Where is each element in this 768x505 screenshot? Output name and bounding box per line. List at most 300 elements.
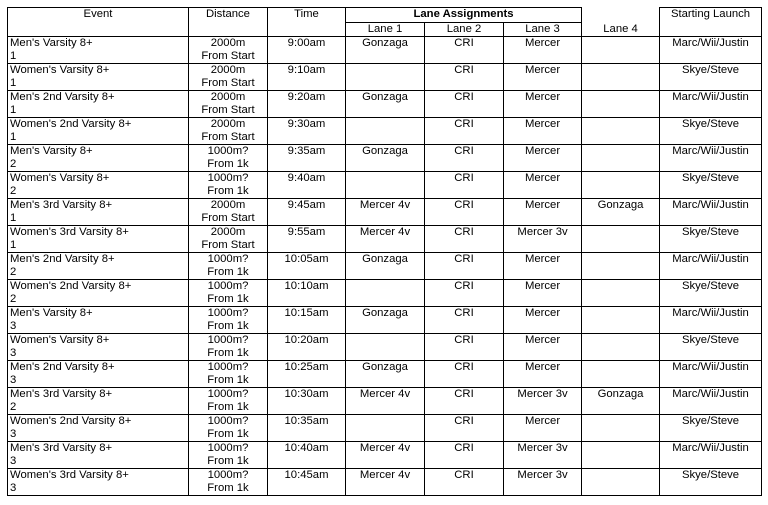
lane2-cell: [425, 118, 504, 145]
launch-cell-line: Marc/Wii/Justin: [672, 361, 749, 373]
header-event: Event: [8, 8, 189, 37]
event-cell-line: 2: [10, 185, 17, 197]
table-row: [8, 307, 762, 334]
event-cell-line: 2: [10, 158, 17, 170]
lane4-cell: [582, 91, 660, 118]
event-cell-line: 3: [10, 482, 17, 494]
lane3-cell: [504, 145, 582, 172]
lane2-cell: [425, 280, 504, 307]
lane3-cell-line: Mercer: [524, 199, 561, 211]
event-cell: [8, 145, 189, 172]
lane3-cell-line: Mercer: [524, 415, 561, 427]
event-cell-line: 1: [10, 131, 17, 143]
lane3-cell: [504, 415, 582, 442]
distance-cell-line: 2000m: [210, 199, 246, 211]
lane2-cell-line: CRI: [454, 199, 474, 211]
header-lane-assignments: Lane Assignments: [346, 8, 582, 23]
distance-cell-line: 2000m: [210, 37, 246, 49]
table-row: [8, 442, 762, 469]
lane2-cell-line: CRI: [454, 118, 474, 130]
event-cell-line: Women's 2nd Varsity 8+: [10, 415, 132, 427]
time-cell: [268, 226, 346, 253]
lane1-cell-line: Gonzaga: [362, 91, 408, 103]
distance-cell-line: From 1k: [207, 428, 249, 440]
time-cell-line: 9:40am: [287, 172, 326, 184]
distance-cell-line: From 1k: [207, 455, 249, 467]
lane1-cell-line: Mercer 4v: [359, 199, 411, 211]
table-row: [8, 172, 762, 199]
distance-cell: [189, 253, 268, 280]
lane2-cell: [425, 388, 504, 415]
launch-cell: [660, 145, 762, 172]
lane1-cell: [346, 172, 425, 199]
lane3-cell-line: Mercer: [524, 280, 561, 292]
lane2-cell-line: CRI: [454, 469, 474, 481]
event-cell-line: Women's 3rd Varsity 8+: [10, 226, 129, 238]
table-row: [8, 415, 762, 442]
lane3-cell: [504, 91, 582, 118]
lane4-cell: [582, 469, 660, 496]
lane3-cell-line: Mercer: [524, 145, 561, 157]
lane1-cell: [346, 253, 425, 280]
lane1-cell: [346, 361, 425, 388]
lane2-cell: [425, 334, 504, 361]
launch-cell-line: Marc/Wii/Justin: [672, 37, 749, 49]
time-cell: [268, 280, 346, 307]
distance-cell-line: From 1k: [207, 266, 249, 278]
time-cell-line: 10:05am: [284, 253, 329, 265]
distance-cell: [189, 415, 268, 442]
lane3-cell-line: Mercer 3v: [517, 442, 568, 454]
table-row: [8, 469, 762, 496]
lane3-cell: [504, 334, 582, 361]
table-row: [8, 226, 762, 253]
launch-cell: [660, 469, 762, 496]
lane1-cell: [346, 415, 425, 442]
event-cell: [8, 118, 189, 145]
event-cell-line: 2: [10, 293, 17, 305]
time-cell-line: 10:40am: [284, 442, 329, 454]
header-time: Time: [268, 8, 346, 37]
lane4-cell: [582, 442, 660, 469]
time-cell: [268, 388, 346, 415]
distance-cell-line: 1000m?: [207, 172, 249, 184]
lane4-cell: [582, 145, 660, 172]
distance-cell-line: From 1k: [207, 401, 249, 413]
distance-cell: [189, 118, 268, 145]
lane1-cell-line: Mercer 4v: [359, 469, 411, 481]
distance-cell-line: From 1k: [207, 482, 249, 494]
lane1-cell-line: Mercer 4v: [359, 388, 411, 400]
distance-cell: [189, 388, 268, 415]
launch-cell: [660, 415, 762, 442]
lane2-cell-line: CRI: [454, 442, 474, 454]
launch-cell: [660, 253, 762, 280]
lane4-cell: [582, 37, 660, 64]
event-cell: [8, 469, 189, 496]
event-cell: [8, 37, 189, 64]
time-cell: [268, 415, 346, 442]
lane3-cell-line: Mercer 3v: [517, 469, 568, 481]
event-cell-line: 1: [10, 239, 17, 251]
lane1-cell-line: Gonzaga: [362, 307, 408, 319]
distance-cell: [189, 469, 268, 496]
lane1-cell-line: Gonzaga: [362, 253, 408, 265]
time-cell-line: 9:35am: [287, 145, 326, 157]
lane3-cell: [504, 280, 582, 307]
lane4-cell-line: Gonzaga: [597, 388, 644, 400]
lane3-cell: [504, 469, 582, 496]
lane2-cell-line: CRI: [454, 361, 474, 373]
event-cell-line: Men's Varsity 8+: [10, 307, 93, 319]
time-cell-line: 10:30am: [284, 388, 329, 400]
launch-cell-line: Marc/Wii/Justin: [672, 253, 749, 265]
event-cell-line: Women's 2nd Varsity 8+: [10, 280, 132, 292]
lane1-cell: [346, 280, 425, 307]
event-cell: [8, 253, 189, 280]
header-lane2: Lane 2: [425, 23, 504, 37]
event-cell: [8, 307, 189, 334]
event-cell-line: Men's Varsity 8+: [10, 145, 93, 157]
launch-cell: [660, 307, 762, 334]
distance-cell: [189, 37, 268, 64]
distance-cell-line: From 1k: [207, 293, 249, 305]
distance-cell-line: From 1k: [207, 347, 249, 359]
distance-cell: [189, 64, 268, 91]
lane4-cell: [582, 253, 660, 280]
lane2-cell-line: CRI: [454, 388, 474, 400]
lane2-cell: [425, 307, 504, 334]
header-spacer: [582, 8, 660, 23]
launch-cell: [660, 172, 762, 199]
event-cell-line: 2: [10, 266, 17, 278]
event-cell-line: 1: [10, 212, 17, 224]
lane3-cell: [504, 442, 582, 469]
event-cell-line: Men's 3rd Varsity 8+: [10, 442, 113, 454]
header-lane4: Lane 4: [582, 23, 660, 37]
table-row: [8, 145, 762, 172]
lane2-cell-line: CRI: [454, 226, 474, 238]
launch-cell-line: Skye/Steve: [681, 469, 740, 481]
event-cell: [8, 361, 189, 388]
distance-cell-line: From 1k: [207, 158, 249, 170]
distance-cell-line: From Start: [201, 131, 255, 143]
launch-cell-line: Skye/Steve: [681, 280, 740, 292]
table-row: [8, 334, 762, 361]
event-cell-line: 3: [10, 428, 17, 440]
time-cell-line: 9:20am: [287, 91, 326, 103]
lane2-cell: [425, 145, 504, 172]
launch-cell-line: Skye/Steve: [681, 64, 740, 76]
header-lane3: Lane 3: [504, 23, 582, 37]
lane2-cell: [425, 361, 504, 388]
time-cell: [268, 334, 346, 361]
lane3-cell: [504, 64, 582, 91]
launch-cell-line: Skye/Steve: [681, 226, 740, 238]
lane3-cell: [504, 37, 582, 64]
lane4-cell: [582, 361, 660, 388]
time-cell: [268, 442, 346, 469]
distance-cell-line: 1000m?: [207, 253, 249, 265]
lane2-cell-line: CRI: [454, 91, 474, 103]
lane1-cell-line: Gonzaga: [362, 145, 408, 157]
launch-cell: [660, 442, 762, 469]
race-schedule-table: [7, 7, 762, 496]
time-cell: [268, 307, 346, 334]
header-lane1: Lane 1: [346, 23, 425, 37]
distance-cell-line: 1000m?: [207, 334, 249, 346]
launch-cell: [660, 361, 762, 388]
distance-cell-line: 1000m?: [207, 469, 249, 481]
distance-cell-line: 1000m?: [207, 307, 249, 319]
launch-cell: [660, 64, 762, 91]
distance-cell-line: 1000m?: [207, 280, 249, 292]
time-cell-line: 9:00am: [287, 37, 326, 49]
event-cell-line: Men's 2nd Varsity 8+: [10, 361, 115, 373]
time-cell: [268, 64, 346, 91]
distance-cell: [189, 334, 268, 361]
lane3-cell: [504, 199, 582, 226]
lane2-cell: [425, 64, 504, 91]
table-row: [8, 199, 762, 226]
lane2-cell: [425, 415, 504, 442]
lane1-cell-line: Mercer 4v: [359, 226, 411, 238]
distance-cell: [189, 199, 268, 226]
event-cell-line: Women's 3rd Varsity 8+: [10, 469, 129, 481]
time-cell: [268, 145, 346, 172]
launch-cell-line: Skye/Steve: [681, 415, 740, 427]
lane1-cell: [346, 64, 425, 91]
distance-cell-line: 2000m: [210, 91, 246, 103]
lane2-cell: [425, 37, 504, 64]
launch-cell-line: Marc/Wii/Justin: [672, 91, 749, 103]
lane1-cell-line: Gonzaga: [362, 37, 408, 49]
lane3-cell-line: Mercer: [524, 37, 561, 49]
time-cell: [268, 172, 346, 199]
lane4-cell: [582, 280, 660, 307]
event-cell: [8, 442, 189, 469]
event-cell-line: 3: [10, 455, 17, 467]
time-cell-line: 10:15am: [284, 307, 329, 319]
lane3-cell-line: Mercer 3v: [517, 226, 568, 238]
time-cell: [268, 199, 346, 226]
distance-cell: [189, 442, 268, 469]
time-cell: [268, 253, 346, 280]
table-row: [8, 37, 762, 64]
event-cell-line: 3: [10, 374, 17, 386]
launch-cell: [660, 118, 762, 145]
launch-cell-line: Marc/Wii/Justin: [672, 199, 749, 211]
distance-cell-line: From 1k: [207, 185, 249, 197]
lane2-cell: [425, 91, 504, 118]
launch-cell-line: Skye/Steve: [681, 334, 740, 346]
launch-cell-line: Skye/Steve: [681, 172, 740, 184]
lane4-cell: [582, 172, 660, 199]
lane4-cell: [582, 64, 660, 91]
lane1-cell: [346, 334, 425, 361]
lane2-cell: [425, 226, 504, 253]
distance-cell-line: 1000m?: [207, 145, 249, 157]
distance-cell-line: 2000m: [210, 226, 246, 238]
time-cell-line: 10:20am: [284, 334, 329, 346]
event-cell: [8, 415, 189, 442]
launch-cell: [660, 91, 762, 118]
launch-cell: [660, 226, 762, 253]
launch-cell: [660, 334, 762, 361]
event-cell: [8, 199, 189, 226]
lane4-cell: [582, 334, 660, 361]
lane1-cell: [346, 91, 425, 118]
lane1-cell: [346, 388, 425, 415]
distance-cell-line: From Start: [201, 50, 255, 62]
lane3-cell: [504, 172, 582, 199]
time-cell: [268, 469, 346, 496]
lane4-cell: [582, 118, 660, 145]
event-cell-line: Women's Varsity 8+: [10, 64, 110, 76]
lane4-cell-line: Gonzaga: [597, 199, 644, 211]
lane3-cell: [504, 361, 582, 388]
event-cell: [8, 91, 189, 118]
event-cell: [8, 226, 189, 253]
distance-cell-line: 1000m?: [207, 415, 249, 427]
time-cell-line: 9:30am: [287, 118, 326, 130]
lane4-cell: [582, 226, 660, 253]
distance-cell: [189, 307, 268, 334]
lane4-cell: [582, 388, 660, 415]
event-cell: [8, 388, 189, 415]
distance-cell-line: From Start: [201, 104, 255, 116]
distance-cell: [189, 361, 268, 388]
lane2-cell: [425, 469, 504, 496]
lane3-cell-line: Mercer: [524, 334, 561, 346]
distance-cell-line: From 1k: [207, 320, 249, 332]
table-row: [8, 118, 762, 145]
time-cell: [268, 91, 346, 118]
distance-cell: [189, 145, 268, 172]
launch-cell: [660, 280, 762, 307]
lane3-cell-line: Mercer: [524, 307, 561, 319]
launch-cell-line: Skye/Steve: [681, 118, 740, 130]
lane2-cell-line: CRI: [454, 64, 474, 76]
event-cell-line: 2: [10, 401, 17, 413]
lane1-cell-line: Mercer 4v: [359, 442, 411, 454]
lane1-cell: [346, 145, 425, 172]
lane3-cell-line: Mercer: [524, 361, 561, 373]
distance-cell-line: From 1k: [207, 374, 249, 386]
lane1-cell-line: Gonzaga: [362, 361, 408, 373]
lane1-cell: [346, 469, 425, 496]
table-row: [8, 361, 762, 388]
event-cell-line: Men's 3rd Varsity 8+: [10, 388, 113, 400]
launch-cell-line: Marc/Wii/Justin: [672, 307, 749, 319]
event-cell-line: Women's Varsity 8+: [10, 334, 110, 346]
lane2-cell: [425, 172, 504, 199]
lane3-cell: [504, 253, 582, 280]
lane4-cell: [582, 415, 660, 442]
table-row: [8, 64, 762, 91]
lane2-cell: [425, 199, 504, 226]
lane3-cell-line: Mercer: [524, 253, 561, 265]
lane3-cell: [504, 388, 582, 415]
launch-cell-line: Marc/Wii/Justin: [672, 442, 749, 454]
launch-cell-line: Marc/Wii/Justin: [672, 145, 749, 157]
lane4-cell: [582, 307, 660, 334]
distance-cell-line: 2000m: [210, 64, 246, 76]
lane3-cell-line: Mercer: [524, 91, 561, 103]
time-cell-line: 10:35am: [284, 415, 329, 427]
event-cell-line: 3: [10, 320, 17, 332]
lane1-cell: [346, 37, 425, 64]
time-cell: [268, 37, 346, 64]
lane3-cell-line: Mercer 3v: [517, 388, 568, 400]
header-starting-launch: Starting Launch: [660, 8, 762, 37]
lane2-cell-line: CRI: [454, 334, 474, 346]
event-cell-line: Men's 2nd Varsity 8+: [10, 253, 115, 265]
lane1-cell: [346, 226, 425, 253]
lane3-cell: [504, 118, 582, 145]
lane1-cell: [346, 442, 425, 469]
lane1-cell: [346, 199, 425, 226]
event-cell: [8, 172, 189, 199]
time-cell-line: 9:45am: [287, 199, 326, 211]
launch-cell-line: Marc/Wii/Justin: [672, 388, 749, 400]
lane2-cell-line: CRI: [454, 307, 474, 319]
distance-cell-line: 1000m?: [207, 442, 249, 454]
distance-cell-line: 2000m: [210, 118, 246, 130]
distance-cell-line: From Start: [201, 77, 255, 89]
launch-cell: [660, 37, 762, 64]
table-row: [8, 388, 762, 415]
event-cell-line: 1: [10, 77, 17, 89]
event-cell-line: Women's 2nd Varsity 8+: [10, 118, 132, 130]
event-cell-line: 3: [10, 347, 17, 359]
lane2-cell-line: CRI: [454, 145, 474, 157]
event-cell-line: 1: [10, 50, 17, 62]
event-cell-line: Men's 2nd Varsity 8+: [10, 91, 115, 103]
lane4-cell: [582, 199, 660, 226]
lane2-cell-line: CRI: [454, 415, 474, 427]
event-cell: [8, 334, 189, 361]
lane2-cell: [425, 253, 504, 280]
table-row: [8, 91, 762, 118]
event-cell-line: Men's 3rd Varsity 8+: [10, 199, 113, 211]
distance-cell: [189, 172, 268, 199]
time-cell-line: 10:45am: [284, 469, 329, 481]
time-cell-line: 10:10am: [284, 280, 329, 292]
distance-cell: [189, 280, 268, 307]
header-row: [8, 8, 762, 23]
time-cell-line: 9:10am: [287, 64, 326, 76]
lane2-cell-line: CRI: [454, 280, 474, 292]
lane1-cell: [346, 118, 425, 145]
lane3-cell: [504, 307, 582, 334]
time-cell: [268, 361, 346, 388]
time-cell-line: 9:55am: [287, 226, 326, 238]
lane3-cell-line: Mercer: [524, 172, 561, 184]
distance-cell-line: 1000m?: [207, 361, 249, 373]
launch-cell: [660, 388, 762, 415]
event-cell: [8, 280, 189, 307]
distance-cell: [189, 91, 268, 118]
time-cell: [268, 118, 346, 145]
lane3-cell: [504, 226, 582, 253]
lane1-cell: [346, 307, 425, 334]
lane2-cell-line: CRI: [454, 37, 474, 49]
event-cell-line: 1: [10, 104, 17, 116]
event-cell-line: Women's Varsity 8+: [10, 172, 110, 184]
distance-cell-line: From Start: [201, 239, 255, 251]
lane2-cell-line: CRI: [454, 253, 474, 265]
